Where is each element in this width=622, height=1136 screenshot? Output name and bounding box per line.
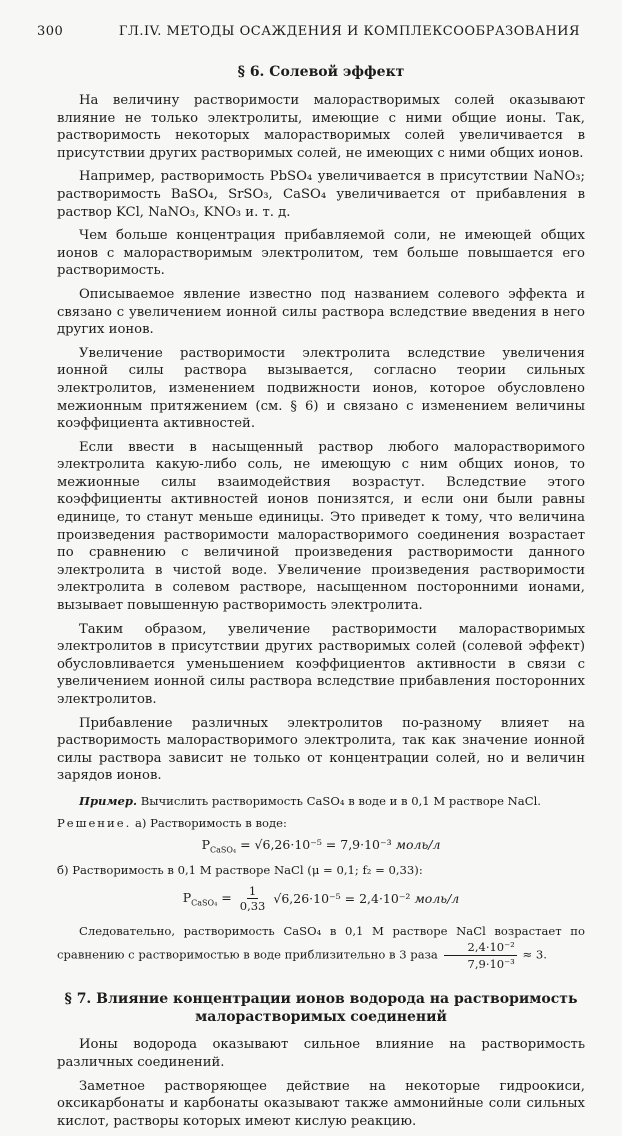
example-task	[57, 793, 585, 809]
section-7-title	[57, 990, 585, 1026]
eq2-rest: √6,26·10⁻⁵ = 2,4·10⁻²	[273, 891, 411, 907]
page-number: 300	[37, 24, 64, 39]
running-title: ГЛ.IV. МЕТОДЫ ОСАЖДЕНИЯ И КОМПЛЕКСООБРАЗОВАНИЯ	[118, 24, 580, 39]
ratio-numerator: 2,4·10⁻²	[444, 939, 517, 956]
solution-line	[57, 815, 585, 831]
paragraph: Описываемое явление известно под названием солевого эффекта и связано с увеличением ионной силы раствора вследствие введения в него других ионов.	[57, 286, 585, 338]
paragraph: Например, растворимость PbSO₄ увеличивается в присутствии NaNO₃; растворимость BaSO₄, SrSO₃, CaSO₄ увеличивается от прибавления в раствор KCl, NaNO₃, KNO₃ и. т. д.	[57, 169, 585, 220]
page-body	[57, 64, 585, 1136]
section-7-title-line1: § 7. Влияние концентрации ионов водорода на растворимость	[64, 991, 578, 1008]
step-a-text: а) Растворимость в воде:	[135, 815, 287, 830]
paragraph: Ионы водорода оказывают сильное влияние на растворимость различных соединений.	[57, 1037, 585, 1071]
eq1-rest: = √6,26·10⁻⁵ = 7,9·10⁻³	[236, 836, 396, 852]
eq1-lhs: P	[201, 836, 210, 852]
eq1-unit: моль/л	[395, 836, 441, 852]
paragraph: Таким образом, увеличение растворимости малорастворимых электролитов в присутствии других растворимых солей (солевой эффект) обусловливается уменьшением коэффициентов активности в связи с увеличением ионной силы раствора вследствие прибавления посторонних электролитов.	[57, 621, 585, 707]
ratio-fraction	[444, 939, 517, 972]
equation-nacl	[57, 884, 585, 913]
running-header	[37, 24, 580, 44]
eq2-numerator: 1	[248, 884, 257, 899]
conclusion: Следовательно, растворимость CaSO₄ в 0,1 M растворе NaCl возрастает по сравнению с растворимостью в воде приблизительно в 3 раза $\frac{\text{2,4·10⁻²}}{\text{7,9·10⁻³}}$ ≈ 3.	[57, 924, 585, 972]
ratio-denominator: 7,9·10⁻³	[467, 957, 515, 972]
solution-label: Решение.	[57, 815, 132, 830]
paragraph: Чем больше концентрация прибавляемой соли, не имеющей общих ионов с малорастворимым электролитом, тем больше повышается его растворимость.	[57, 228, 585, 279]
eq2-unit: моль/л	[414, 891, 460, 907]
eq1-sub: CaSO₄	[209, 845, 237, 855]
paragraph: На величину растворимости малорастворимых солей оказывают влияние не только электролиты, имеющие с ними общие ионы. Так, растворимость некоторых малорастворимых солей увеличивается в присутствии других растворимых солей, не имеющих с ними общих ионов.	[57, 93, 585, 161]
ratio-result: ≈ 3	[522, 947, 544, 962]
paragraph: Если ввести в насыщенный раствор любого малорастворимого электролита какую-либо соль, не имеющую с ним общих ионов, то межионные силы взаимодействия возрастут. Вследствие этого коэффициенты активностей ионов понизятся, и если они были равны единице, то станут меньше единицы. Это приведет к тому, что величина произведения растворимости малорастворимого соединения возрастает по сравнению с величиной произведения растворимости данного электролита в чистой воде. Увеличение произведения растворимости электролита в солевом растворе, насыщенном посторонними ионами, вызывает повышенную растворимость электролита.	[57, 439, 585, 614]
section-6-title: § 6. Солевой эффект	[237, 64, 405, 80]
section-7-title-line2: малорастворимых соединений	[195, 1009, 447, 1026]
equation-water	[57, 837, 585, 855]
conclusion-text: Следовательно, растворимость CaSO₄ в 0,1 M растворе NaCl возрастает по сравнению с растворимостью в воде приблизительно в 3 раза	[57, 924, 585, 962]
eq2-fraction	[238, 884, 268, 913]
paragraph: Прибавление различных электролитов по-разному влияет на растворимость малорастворимого электролита, так как значение ионной силы раствора зависит не только от концентрации солей, но и величин зарядов ионов.	[57, 715, 585, 784]
paragraph: Увеличение растворимости электролита вследствие увеличения ионной силы раствора вызывается, согласно теории сильных электролитов, изменением подвижности ионов, которое обусловлено межионным притяжением (см. § 6) и связано с изменением величины коэффициента активностей.	[57, 345, 585, 432]
paragraph: Заметное растворяющее действие на некоторые гидроокиси, оксикарбонаты и карбонаты оказывают также аммонийные соли сильных кислот, растворы которых имеют кислую реакцию.	[57, 1078, 585, 1129]
eq2-lhs: $P_{CaSO_4}$ =	[182, 890, 232, 908]
step-b-text: б) Растворимость в 0,1 M растворе NaCl (μ = 0,1; f₂ = 0,33):	[57, 863, 423, 878]
example-task-text: Вычислить растворимость CaSO₄ в воде и в 0,1 M растворе NaCl.	[140, 793, 541, 808]
eq2-denominator: 0,33	[239, 899, 266, 914]
example-label: Пример.	[79, 793, 138, 808]
